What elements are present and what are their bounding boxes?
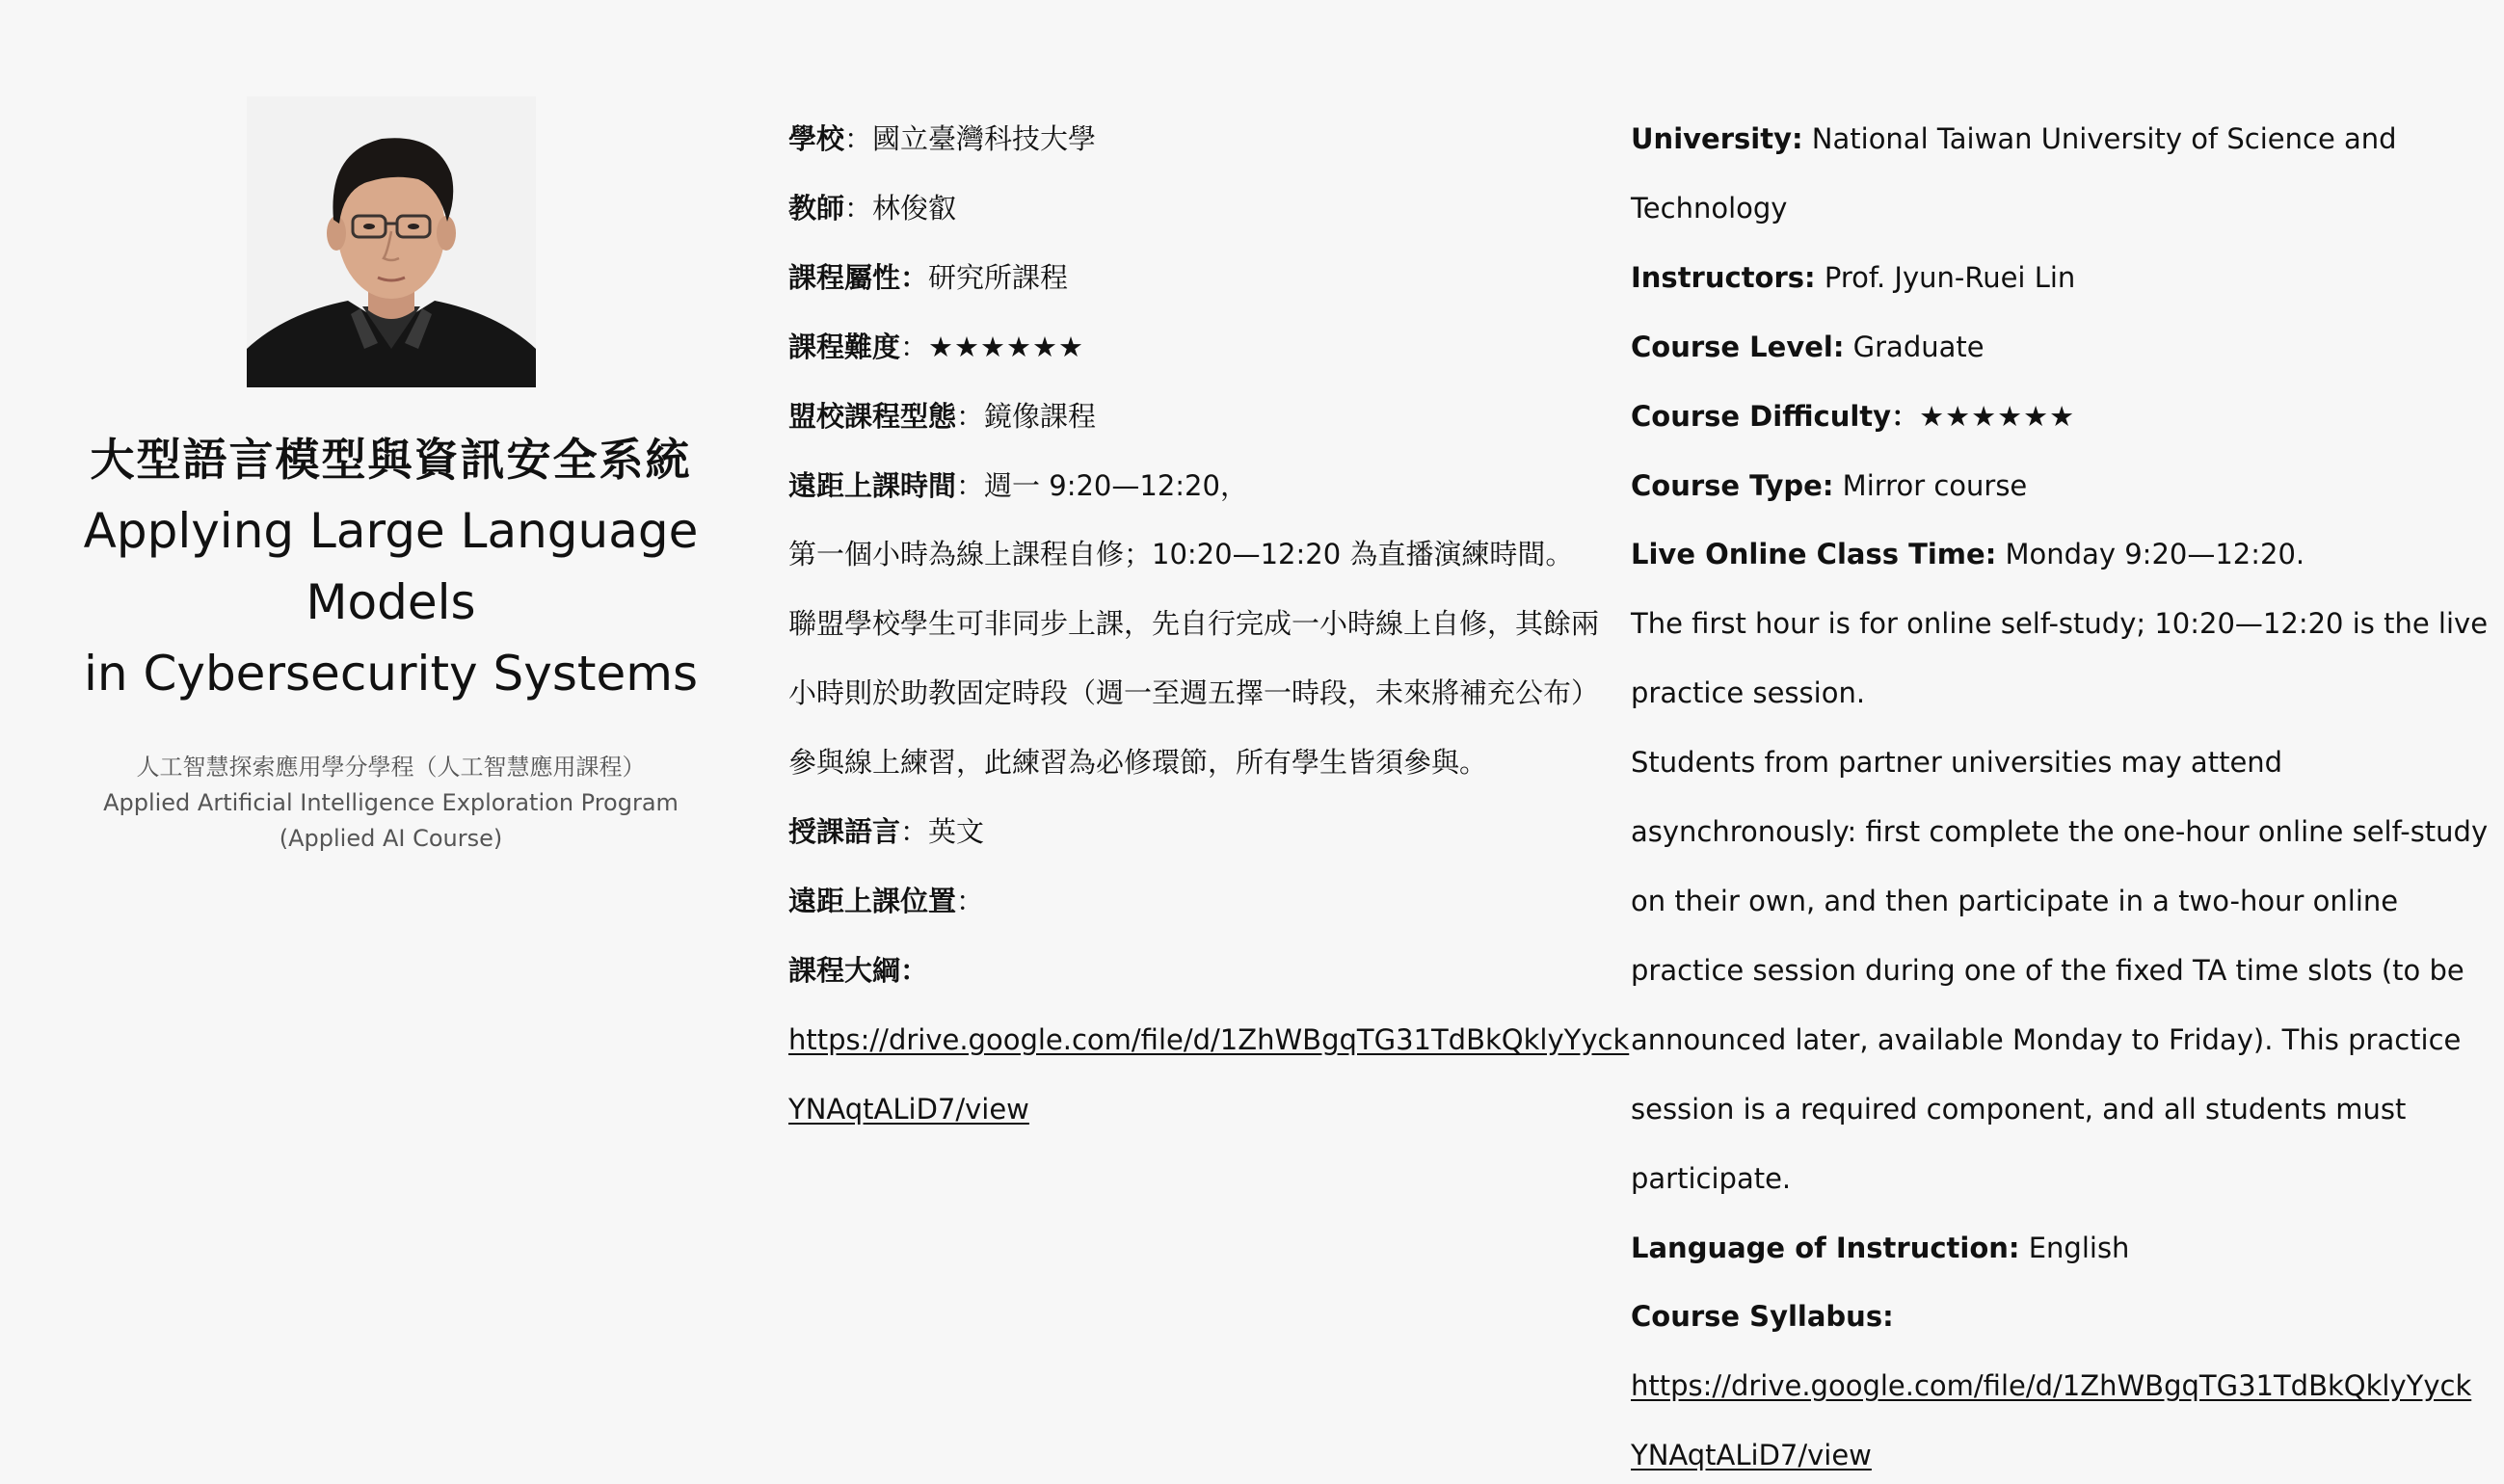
language-value-en: English <box>2028 1231 2130 1264</box>
syllabus-row-en <box>1631 1283 2460 1352</box>
syllabus-label-zh: 課程大綱： <box>788 953 929 987</box>
type-row-zh <box>788 383 1608 452</box>
level-value: Graduate <box>1852 330 1985 363</box>
syllabus-label-en: Course Syllabus: <box>1631 1300 1894 1334</box>
course-title-en-line1: Applying Large Language Models <box>83 503 699 630</box>
university-row <box>1631 105 2460 174</box>
teacher-value: 林俊叡 <box>872 191 957 225</box>
type-value-en: Mirror course <box>1842 468 2028 502</box>
first-hour-line1: The first hour is for online self-study; 10:20—12:20 is the live <box>1631 607 2489 641</box>
location-row-zh <box>788 867 1608 937</box>
time-row-en <box>1631 520 2460 590</box>
async-line4-en: practice session during one of the fixed TA time slots (to be <box>1631 953 2464 987</box>
type-value-zh: 鏡像課程 <box>984 399 1097 433</box>
location-label-zh: 遠距上課位置 <box>788 884 957 917</box>
async-line5-en: announced later, available Monday to Friday). This practice <box>1631 1022 2462 1056</box>
time-label-zh: 遠距上課時間 <box>788 468 957 502</box>
instructor-photo <box>247 96 536 387</box>
syllabus-row-zh <box>788 937 1608 1006</box>
syllabus-link-zh-cont[interactable] <box>788 1075 1608 1145</box>
university-value: National Taiwan University of Science and <box>1811 122 2397 155</box>
async-line3-en: on their own, and then participate in a two-hour online <box>1631 884 2399 917</box>
syllabus-link-zh-line2[interactable]: YNAqtALiD7/view <box>788 1092 1029 1126</box>
async-line2-en: asynchronously: first complete the one-hour online self-study <box>1631 815 2489 849</box>
attr-row <box>788 244 1608 313</box>
university-label: University: <box>1631 122 1803 155</box>
course-title-en <box>17 495 764 709</box>
attr-label: 課程屬性： <box>788 260 929 294</box>
course-title-en-line2: in Cybersecurity Systems <box>83 646 699 702</box>
type-row-en <box>1631 452 2460 521</box>
time-value-zh: 週一 9:20—12:20， <box>984 468 1248 502</box>
teacher-row <box>788 174 1608 244</box>
async-line2-zh: 小時則於助教固定時段（週一至週五擇一時段，未來將補充公布） <box>788 676 1600 710</box>
instructors-row <box>1631 244 2460 313</box>
syllabus-link-en-cont[interactable] <box>1631 1421 2460 1484</box>
time-label-en: Live Online Class Time: <box>1631 538 1997 571</box>
lang-sep-zh: ： <box>900 815 929 849</box>
time-row-zh <box>788 452 1608 521</box>
syllabus-link-zh[interactable] <box>788 1006 1630 1075</box>
syllabus-link-zh-line1[interactable]: https://drive.google.com/file/d/1ZhWBgqTG31TdBkQklyYyck <box>788 1022 1630 1056</box>
difficulty-row-en <box>1631 383 2460 452</box>
difficulty-row-zh <box>788 313 1608 383</box>
program-zh: 人工智慧探索應用學分學程（人工智慧應用課程） <box>136 754 646 781</box>
program-en-sub: (Applied AI Course) <box>279 825 503 852</box>
program-info <box>17 750 764 857</box>
type-label-en: Course Type: <box>1631 468 1834 502</box>
language-label-en: Language of Instruction: <box>1631 1231 2020 1264</box>
teacher-label: 教師 <box>788 191 845 225</box>
school-value: 國立臺灣科技大學 <box>872 122 1097 155</box>
attr-value: 研究所課程 <box>928 260 1069 294</box>
first-hour-line2: practice session. <box>1631 676 1866 710</box>
level-row <box>1631 313 2460 383</box>
course-title-zh: 大型語言模型與資訊安全系統 <box>90 434 692 486</box>
type-label-zh: 盟校課程型態 <box>788 399 957 433</box>
school-label: 學校 <box>788 122 845 155</box>
time-sep-zh: ： <box>956 468 985 502</box>
syllabus-link-en-line1[interactable]: https://drive.google.com/file/d/1ZhWBgqTG31TdBkQklyYyck <box>1631 1369 2472 1403</box>
async-line1-en: Students from partner universities may attend <box>1631 746 2283 780</box>
teacher-sep: ： <box>844 191 873 225</box>
time-line2-zh: 第一個小時為線上課程自修；10:20—12:20 為直播演練時間。 <box>788 538 1574 571</box>
difficulty-label-zh: 課程難度 <box>788 330 901 363</box>
async-line7-en: participate. <box>1631 1161 1792 1195</box>
course-details-zh <box>788 105 1630 1145</box>
language-row-en <box>1631 1214 2460 1284</box>
level-label: Course Level: <box>1631 330 1845 363</box>
instructors-label: Instructors: <box>1631 260 1816 294</box>
instructors-value: Prof. Jyun-Ruei Lin <box>1824 260 2076 294</box>
program-en: Applied Artificial Intelligence Exploration Program <box>103 789 679 816</box>
course-details-en <box>1631 105 2489 1484</box>
school-row <box>788 105 1608 174</box>
difficulty-label-en: Course Difficulty： <box>1631 399 1920 433</box>
lang-label-zh: 授課語言 <box>788 815 901 849</box>
difficulty-stars-zh: ★★★★★★ <box>928 330 1085 363</box>
time-value-en: Monday 9:20—12:20. <box>2005 538 2305 571</box>
async-line3-zh: 參與線上練習，此練習為必修環節，所有學生皆須參與。 <box>788 746 1488 780</box>
syllabus-link-en[interactable] <box>1631 1352 2472 1421</box>
lang-value-zh: 英文 <box>928 815 985 849</box>
university-value-line2: Technology <box>1631 191 1788 225</box>
syllabus-link-en-line2[interactable]: YNAqtALiD7/view <box>1631 1439 1872 1472</box>
course-summary <box>17 96 764 857</box>
location-sep-zh: ： <box>956 884 985 917</box>
school-sep: ： <box>844 122 873 155</box>
type-sep-zh: ： <box>956 399 985 433</box>
person-portrait-icon <box>247 96 536 387</box>
async-line6-en: session is a required component, and all students must <box>1631 1092 2407 1126</box>
lang-row-zh <box>788 798 1608 867</box>
difficulty-stars-en: ★★★★★★ <box>1919 399 2076 433</box>
difficulty-sep-zh: ： <box>900 330 929 363</box>
async-line1-zh: 聯盟學校學生可非同步上課，先自行完成一小時線上自修，其餘兩 <box>788 607 1600 641</box>
